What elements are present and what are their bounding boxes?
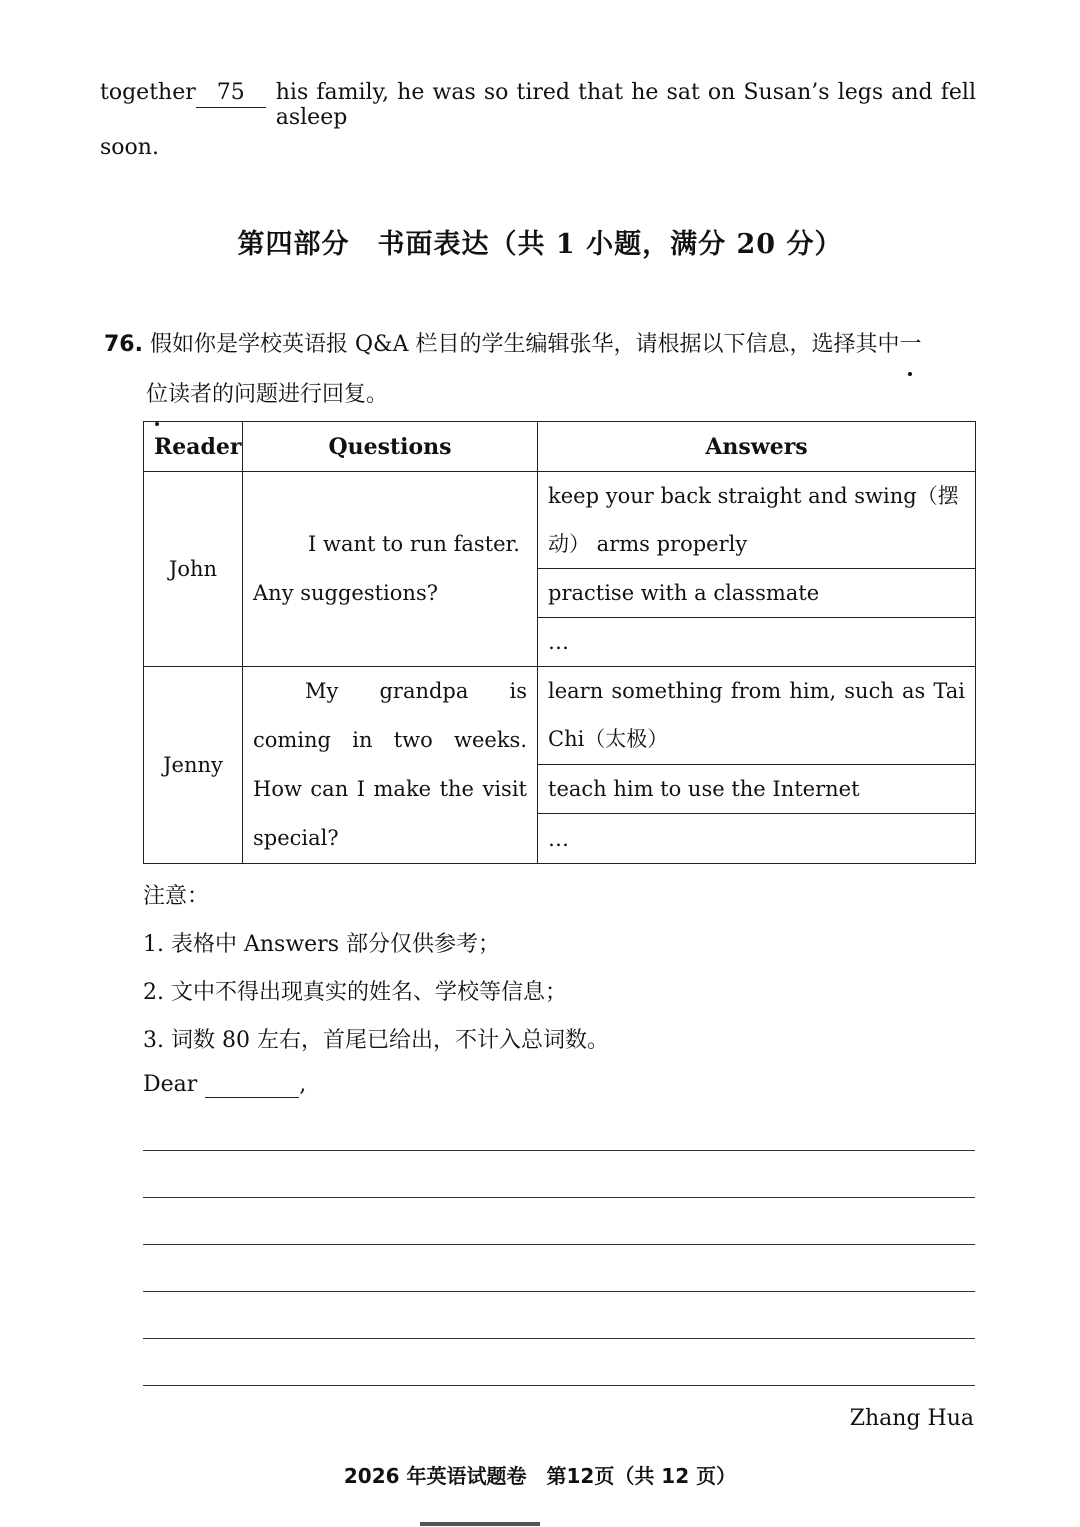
dear-text: Dear <box>143 1072 198 1097</box>
note-item: 2. 文中不得出现真实的姓名、学校等信息； <box>143 980 567 1005</box>
answer-cell: practise with a classmate <box>538 569 976 618</box>
name-blank[interactable] <box>205 1072 299 1098</box>
reader-name: Jenny <box>144 667 243 864</box>
reader-name: John <box>144 472 243 667</box>
note-item: 1. 表格中 Answers 部分仅供参考； <box>143 932 500 957</box>
salutation-comma: , <box>299 1072 307 1097</box>
writing-line[interactable] <box>143 1292 975 1339</box>
question-number: 76. <box>104 332 143 357</box>
table-header-row <box>144 422 976 472</box>
reader-question: My grandpa is coming in two weeks. How can I make the visit special? <box>243 667 538 864</box>
letter-signature: Zhang Hua <box>849 1406 974 1431</box>
question-stem <box>104 320 976 420</box>
passage-text-before: together <box>100 80 196 105</box>
emphasis-char: 一 <box>899 320 921 370</box>
notes-block <box>143 873 609 1065</box>
question-text-line2: 读者的问题进行回复。 <box>168 382 389 407</box>
info-table <box>143 421 976 864</box>
header-reader: Reader <box>144 422 243 472</box>
page-footer: 2026 年英语试题卷 第12页（共 12 页） <box>343 1464 737 1488</box>
header-questions: Questions <box>243 422 538 472</box>
notes-title: 注意： <box>143 884 210 909</box>
writing-line[interactable] <box>143 1245 975 1292</box>
writing-line[interactable] <box>143 1339 975 1386</box>
blank-number: 75 <box>196 80 266 108</box>
note-item: 3. 词数 80 左右，首尾已给出，不计入总词数。 <box>143 1028 609 1053</box>
section-title: 第四部分 书面表达（共 1 小题，满分 20 分） <box>237 229 843 260</box>
passage-continuation <box>100 80 976 130</box>
writing-line[interactable] <box>143 1198 975 1245</box>
writing-line[interactable] <box>143 1151 975 1198</box>
writing-area[interactable] <box>143 1148 975 1386</box>
reader-question: I want to run faster. Any suggestions? <box>243 472 538 667</box>
answer-cell: teach him to use the Internet <box>538 764 976 814</box>
question-text: 假如你是学校英语报 Q&A 栏目的学生编辑张华，请根据以下信息，选择其中 <box>149 332 900 357</box>
answer-cell: keep your back straight and swing（摆动） arms properly <box>538 472 976 569</box>
passage-continuation-line2: soon. <box>100 135 159 160</box>
passage-text-after: his family, he was so tired that he sat on Susan’s legs and fell asleep <box>275 80 976 130</box>
table-row <box>144 667 976 765</box>
footer-divider <box>420 1522 540 1526</box>
answer-cell: learn something from him, such as Tai Chi（太极） <box>538 667 976 765</box>
letter-salutation <box>143 1072 306 1098</box>
answer-cell: … <box>538 618 976 667</box>
emphasis-char-2: 位 <box>146 370 168 420</box>
answer-cell: … <box>538 814 976 864</box>
header-answers: Answers <box>538 422 976 472</box>
table-row <box>144 472 976 569</box>
